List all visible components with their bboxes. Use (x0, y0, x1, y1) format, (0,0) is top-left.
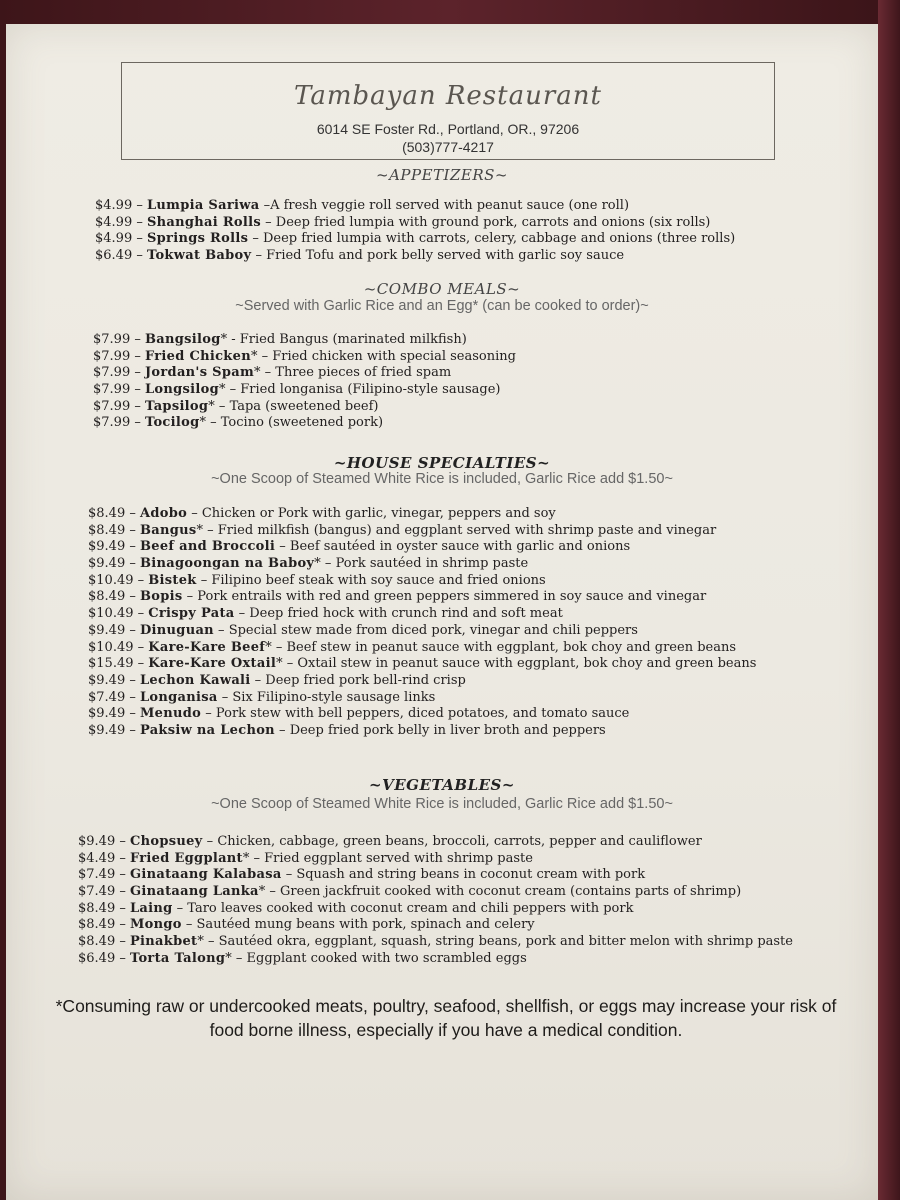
item-name: Ginataang Kalabasa (129, 867, 282, 883)
menu-item: $9.49 – Lechon Kawali – Deep fried pork bell-rind crisp (88, 672, 466, 688)
item-name: Springs Rolls (146, 231, 249, 247)
item-separator: – (202, 834, 218, 849)
item-description: Filipino beef steak with soy sauce and fried onions (211, 572, 546, 588)
item-description: Fried milkfish (bangus) and eggplant served with shrimp paste and vinegar (217, 522, 717, 538)
menu-item: $10.49 – Crispy Pata – Deep fried hock with crunch rind and soft meat (88, 606, 563, 622)
item-price: $9.49 (88, 556, 126, 572)
menu-item: $7.99 – Tocilog* – Tocino (sweetened pork) (93, 415, 384, 431)
house-title: ~HOUSE SPECIALTIES~ (333, 454, 551, 472)
item-separator: * – (265, 639, 287, 655)
menu-page (6, 24, 878, 1200)
item-price: $10.49 (88, 639, 134, 655)
menu-item: $7.49 – Ginataang Kalabasa – Squash and string beans in coconut cream with pork (78, 867, 646, 883)
item-separator: – (187, 506, 202, 521)
item-description: Fried Tofu and pork belly served with garlic soy sauce (266, 248, 625, 264)
menu-item: $9.49 – Menudo – Pork stew with bell peppers, diced potatoes, and tomato sauce (88, 706, 630, 722)
item-price: $7.49 (78, 867, 116, 883)
item-description: Chicken, cabbage, green beans, broccoli, carrots, pepper and cauliflower (217, 834, 702, 849)
item-price: $8.49 (88, 589, 126, 605)
item-description: Taro leaves cooked with coconut cream and chili peppers with pork (187, 900, 634, 916)
item-price: $7.99 (93, 415, 131, 431)
item-description: Deep fried lumpia with ground pork, carrots and onions (six rolls) (275, 214, 711, 230)
item-separator: * – (258, 884, 281, 900)
menu-item: $4.99 – Lumpia Sariwa –A fresh veggie roll served with peanut sauce (one roll) (95, 198, 630, 213)
item-separator: * – (242, 850, 265, 866)
item-separator: – (248, 231, 263, 247)
item-separator: – (181, 917, 197, 933)
menu-item: $7.99 – Tapsilog* – Tapa (sweetened beef) (93, 398, 379, 414)
item-description: Fried longanisa (Filipino-style sausage) (240, 382, 501, 398)
item-description: Eggplant cooked with two scrambled eggs (246, 950, 527, 966)
menu-item: $8.49 – Bopis – Pork entrails with red and green peppers simmered in soy sauce and vinegar (88, 589, 707, 605)
item-separator: – (275, 539, 290, 555)
appetizers-list (6, 198, 900, 265)
item-price: $7.49 (78, 884, 116, 900)
item-name: Paksiw na Lechon (139, 722, 275, 738)
item-name: Pinakbet (129, 934, 198, 950)
menu-item: $8.49 – Bangus* – Fried milkfish (bangus) and eggplant served with shrimp paste and vinegar (88, 522, 717, 538)
item-price: $10.49 (88, 606, 134, 622)
appetizers-title: ~APPETIZERS~ (376, 166, 508, 184)
item-name: Fried Eggplant (129, 850, 243, 866)
item-name: Bangus (139, 522, 197, 538)
menu-item: $6.49 – Tokwat Baboy – Fried Tofu and pork belly served with garlic soy sauce (95, 248, 625, 264)
item-name: Fried Chicken (144, 348, 251, 364)
item-name: Jordan's Spam (144, 365, 255, 381)
menu-item: $9.49 – Dinuguan – Special stew made from diced pork, vinegar and chili peppers (88, 622, 638, 638)
item-separator: – (196, 572, 212, 588)
item-name: Tocilog (144, 415, 200, 431)
item-separator: – (251, 248, 267, 264)
menu-item: $8.49 – Pinakbet* – Sautéed okra, eggplant, squash, string beans, pork and bitter melon with shrimp paste (78, 934, 793, 950)
item-price: $8.49 (88, 506, 126, 521)
item-description: Squash and string beans in coconut cream with pork (296, 867, 646, 883)
item-description: Tapa (sweetened beef) (229, 398, 379, 414)
menu-item: $7.49 – Longanisa – Six Filipino-style sausage links (88, 689, 436, 705)
item-description: Beef stew in peanut sauce with eggplant, bok choy and green beans (286, 639, 737, 655)
item-description: Fried chicken with special seasoning (272, 348, 516, 364)
item-name: Chopsuey (129, 834, 203, 849)
item-name: Lechon Kawali (139, 672, 251, 688)
item-description: Special stew made from diced pork, vinegar and chili peppers (228, 622, 638, 638)
food-safety-disclaimer: *Consuming raw or undercooked meats, poultry, seafood, shellfish, or eggs may increase your risk of food borne illness, especially if you have a medical condition. (55, 996, 837, 1040)
menu-item: $4.49 – Fried Eggplant* – Fried eggplant served with shrimp paste (78, 850, 533, 866)
item-separator: * – (276, 656, 298, 672)
item-description: Fried eggplant served with shrimp paste (264, 850, 533, 866)
item-description: Sautéed okra, eggplant, squash, string beans, pork and bitter melon with shrimp paste (218, 934, 793, 950)
item-description: Sautéed mung beans with pork, spinach and celery (196, 917, 535, 933)
item-description: Beef sautéed in oyster sauce with garlic and onions (289, 539, 631, 555)
item-price: $9.49 (88, 706, 126, 722)
item-name: Shanghai Rolls (146, 214, 261, 230)
item-separator: * – (254, 365, 276, 381)
menu-item: $10.49 – Kare-Kare Beef* – Beef stew in peanut sauce with eggplant, bok choy and green beans (88, 639, 737, 655)
item-price: $7.99 (93, 332, 131, 347)
item-price: $9.49 (88, 622, 126, 638)
item-separator: * – (196, 522, 218, 538)
item-description: Deep fried lumpia with carrots, celery, cabbage and onions (three rolls) (262, 231, 736, 247)
item-price: $7.99 (93, 398, 131, 414)
combo-list (6, 332, 900, 432)
item-separator: – (259, 198, 271, 213)
item-separator: * – (199, 415, 221, 431)
item-name: Kare-Kare Beef (148, 639, 266, 655)
item-price: $8.49 (78, 900, 116, 916)
menu-item: $9.49 – Paksiw na Lechon – Deep fried pork belly in liver broth and peppers (88, 722, 606, 738)
item-description: Deep fried pork bell-rind crisp (265, 672, 466, 688)
item-description: Fried Bangus (marinated milkfish) (239, 332, 467, 347)
menu-item: $8.49 – Mongo – Sautéed mung beans with pork, spinach and celery (78, 917, 535, 933)
item-name: Tokwat Baboy (146, 248, 252, 264)
item-description: Chicken or Pork with garlic, vinegar, peppers and soy (201, 506, 556, 521)
item-separator: – (213, 622, 229, 638)
item-name: Binagoongan na Baboy (139, 556, 315, 572)
item-separator: * – (219, 382, 241, 398)
item-price: $6.49 (78, 950, 116, 966)
menu-item: $8.49 – Laing – Taro leaves cooked with coconut cream and chili peppers with pork (78, 900, 634, 916)
menu-item: $4.99 – Springs Rolls – Deep fried lumpia with carrots, celery, cabbage and onions (three rolls) (95, 231, 736, 247)
item-separator: – (261, 214, 276, 230)
item-name: Lumpia Sariwa (146, 198, 260, 213)
item-price: $8.49 (78, 934, 116, 950)
item-separator: – (172, 900, 188, 916)
vegetables-list (6, 834, 900, 968)
item-separator: – (234, 606, 250, 622)
restaurant-phone: (503)777-4217 (402, 139, 494, 155)
combo-title: ~COMBO MEALS~ (363, 280, 521, 298)
item-name: Longanisa (139, 689, 218, 705)
item-price: $4.99 (95, 214, 133, 230)
item-separator: – (281, 867, 297, 883)
item-separator: * – (208, 398, 230, 414)
item-name: Menudo (139, 706, 202, 722)
item-description: Green jackfruit cooked with coconut cream (contains parts of shrimp) (280, 884, 742, 900)
menu-item: $6.49 – Torta Talong* – Eggplant cooked with two scrambled eggs (78, 950, 527, 966)
item-price: $10.49 (88, 572, 134, 588)
house-note: ~One Scoop of Steamed White Rice is included, Garlic Rice add $1.50~ (211, 471, 673, 487)
item-separator: * – (314, 556, 336, 572)
item-name: Longsilog (144, 382, 219, 398)
item-description: Oxtail stew in peanut sauce with eggplant, bok choy and green beans (297, 656, 757, 672)
item-price: $4.49 (78, 850, 116, 866)
item-separator: – (201, 706, 216, 722)
item-description: Three pieces of fried spam (275, 365, 452, 381)
item-description: Pork sautéed in shrimp paste (335, 556, 529, 572)
item-price: $9.49 (88, 539, 126, 555)
item-separator: * – (225, 950, 247, 966)
item-description: Pork stew with bell peppers, diced potatoes, and tomato sauce (215, 706, 630, 722)
item-name: Kare-Kare Oxtail (148, 656, 277, 672)
item-price: $8.49 (88, 522, 126, 538)
item-name: Bangsilog (144, 332, 221, 347)
item-price: $7.49 (88, 689, 126, 705)
item-price: $15.49 (88, 656, 134, 672)
restaurant-address: 6014 SE Foster Rd., Portland, OR., 97206 (316, 121, 580, 137)
vegetables-title: ~VEGETABLES~ (369, 776, 515, 794)
item-name: Beef and Broccoli (139, 539, 276, 555)
item-price: $9.49 (78, 834, 116, 849)
menu-item: $7.99 – Longsilog* – Fried longanisa (Filipino-style sausage) (93, 382, 501, 398)
item-description: Tocino (sweetened pork) (220, 415, 384, 431)
item-name: Ginataang Lanka (129, 884, 259, 900)
item-price: $6.49 (95, 248, 133, 264)
menu-item: $4.99 – Shanghai Rolls – Deep fried lumpia with ground pork, carrots and onions (six rolls) (95, 214, 711, 230)
menu-item: $15.49 – Kare-Kare Oxtail* – Oxtail stew in peanut sauce with eggplant, bok choy and green beans (88, 656, 757, 672)
item-name: Mongo (129, 917, 182, 933)
item-separator: – (217, 689, 233, 705)
item-price: $7.99 (93, 365, 131, 381)
menu-item: $9.49 – Binagoongan na Baboy* – Pork sautéed in shrimp paste (88, 556, 529, 572)
item-description: Six Filipino-style sausage links (232, 689, 436, 705)
item-price: $4.99 (95, 198, 133, 213)
item-description: Deep fried hock with crunch rind and soft meat (249, 606, 563, 622)
item-separator: – (250, 672, 266, 688)
item-separator: – (274, 722, 290, 738)
item-name: Crispy Pata (148, 606, 235, 622)
menu-item: $7.49 – Ginataang Lanka* – Green jackfruit cooked with coconut cream (contains parts of shrimp) (78, 884, 742, 900)
item-name: Torta Talong (129, 950, 226, 966)
menu-item: $7.99 – Fried Chicken* – Fried chicken with special seasoning (93, 348, 516, 364)
item-price: $4.99 (95, 231, 133, 247)
item-price: $9.49 (88, 722, 126, 738)
menu-item: $10.49 – Bistek – Filipino beef steak with soy sauce and fried onions (88, 572, 546, 588)
menu-item: $9.49 – Beef and Broccoli – Beef sautéed in oyster sauce with garlic and onions (88, 539, 631, 555)
item-name: Bistek (148, 572, 197, 588)
item-name: Bopis (139, 589, 183, 605)
item-separator: * – (250, 348, 273, 364)
item-name: Tapsilog (144, 398, 209, 414)
menu-item: $8.49 – Adobo – Chicken or Pork with garlic, vinegar, peppers and soy (88, 506, 556, 521)
header-box (121, 62, 775, 160)
menu-item: $7.99 – Jordan's Spam* – Three pieces of fried spam (93, 365, 452, 381)
item-name: Dinuguan (139, 622, 214, 638)
item-separator: * - (220, 332, 240, 347)
menu-item: $9.49 – Chopsuey – Chicken, cabbage, green beans, broccoli, carrots, pepper and cauliflower (78, 834, 702, 849)
item-price: $7.99 (93, 382, 131, 398)
restaurant-name: Tambayan Restaurant (294, 81, 602, 111)
item-price: $7.99 (93, 348, 131, 364)
combo-note: ~Served with Garlic Rice and an Egg* (can be cooked to order)~ (235, 298, 649, 314)
item-name: Adobo (139, 506, 188, 521)
menu-item: $7.99 – Bangsilog* - Fried Bangus (marinated milkfish) (93, 332, 467, 347)
item-separator: – (182, 589, 198, 605)
item-description: Deep fried pork belly in liver broth and peppers (289, 722, 606, 738)
item-description: A fresh veggie roll served with peanut sauce (one roll) (270, 198, 630, 213)
house-list (6, 506, 900, 740)
item-description: Pork entrails with red and green peppers simmered in soy sauce and vinegar (197, 589, 707, 605)
vegetables-note: ~One Scoop of Steamed White Rice is included, Garlic Rice add $1.50~ (211, 796, 673, 812)
item-separator: * – (197, 934, 219, 950)
item-name: Laing (129, 900, 173, 916)
item-price: $9.49 (88, 672, 126, 688)
item-price: $8.49 (78, 917, 116, 933)
